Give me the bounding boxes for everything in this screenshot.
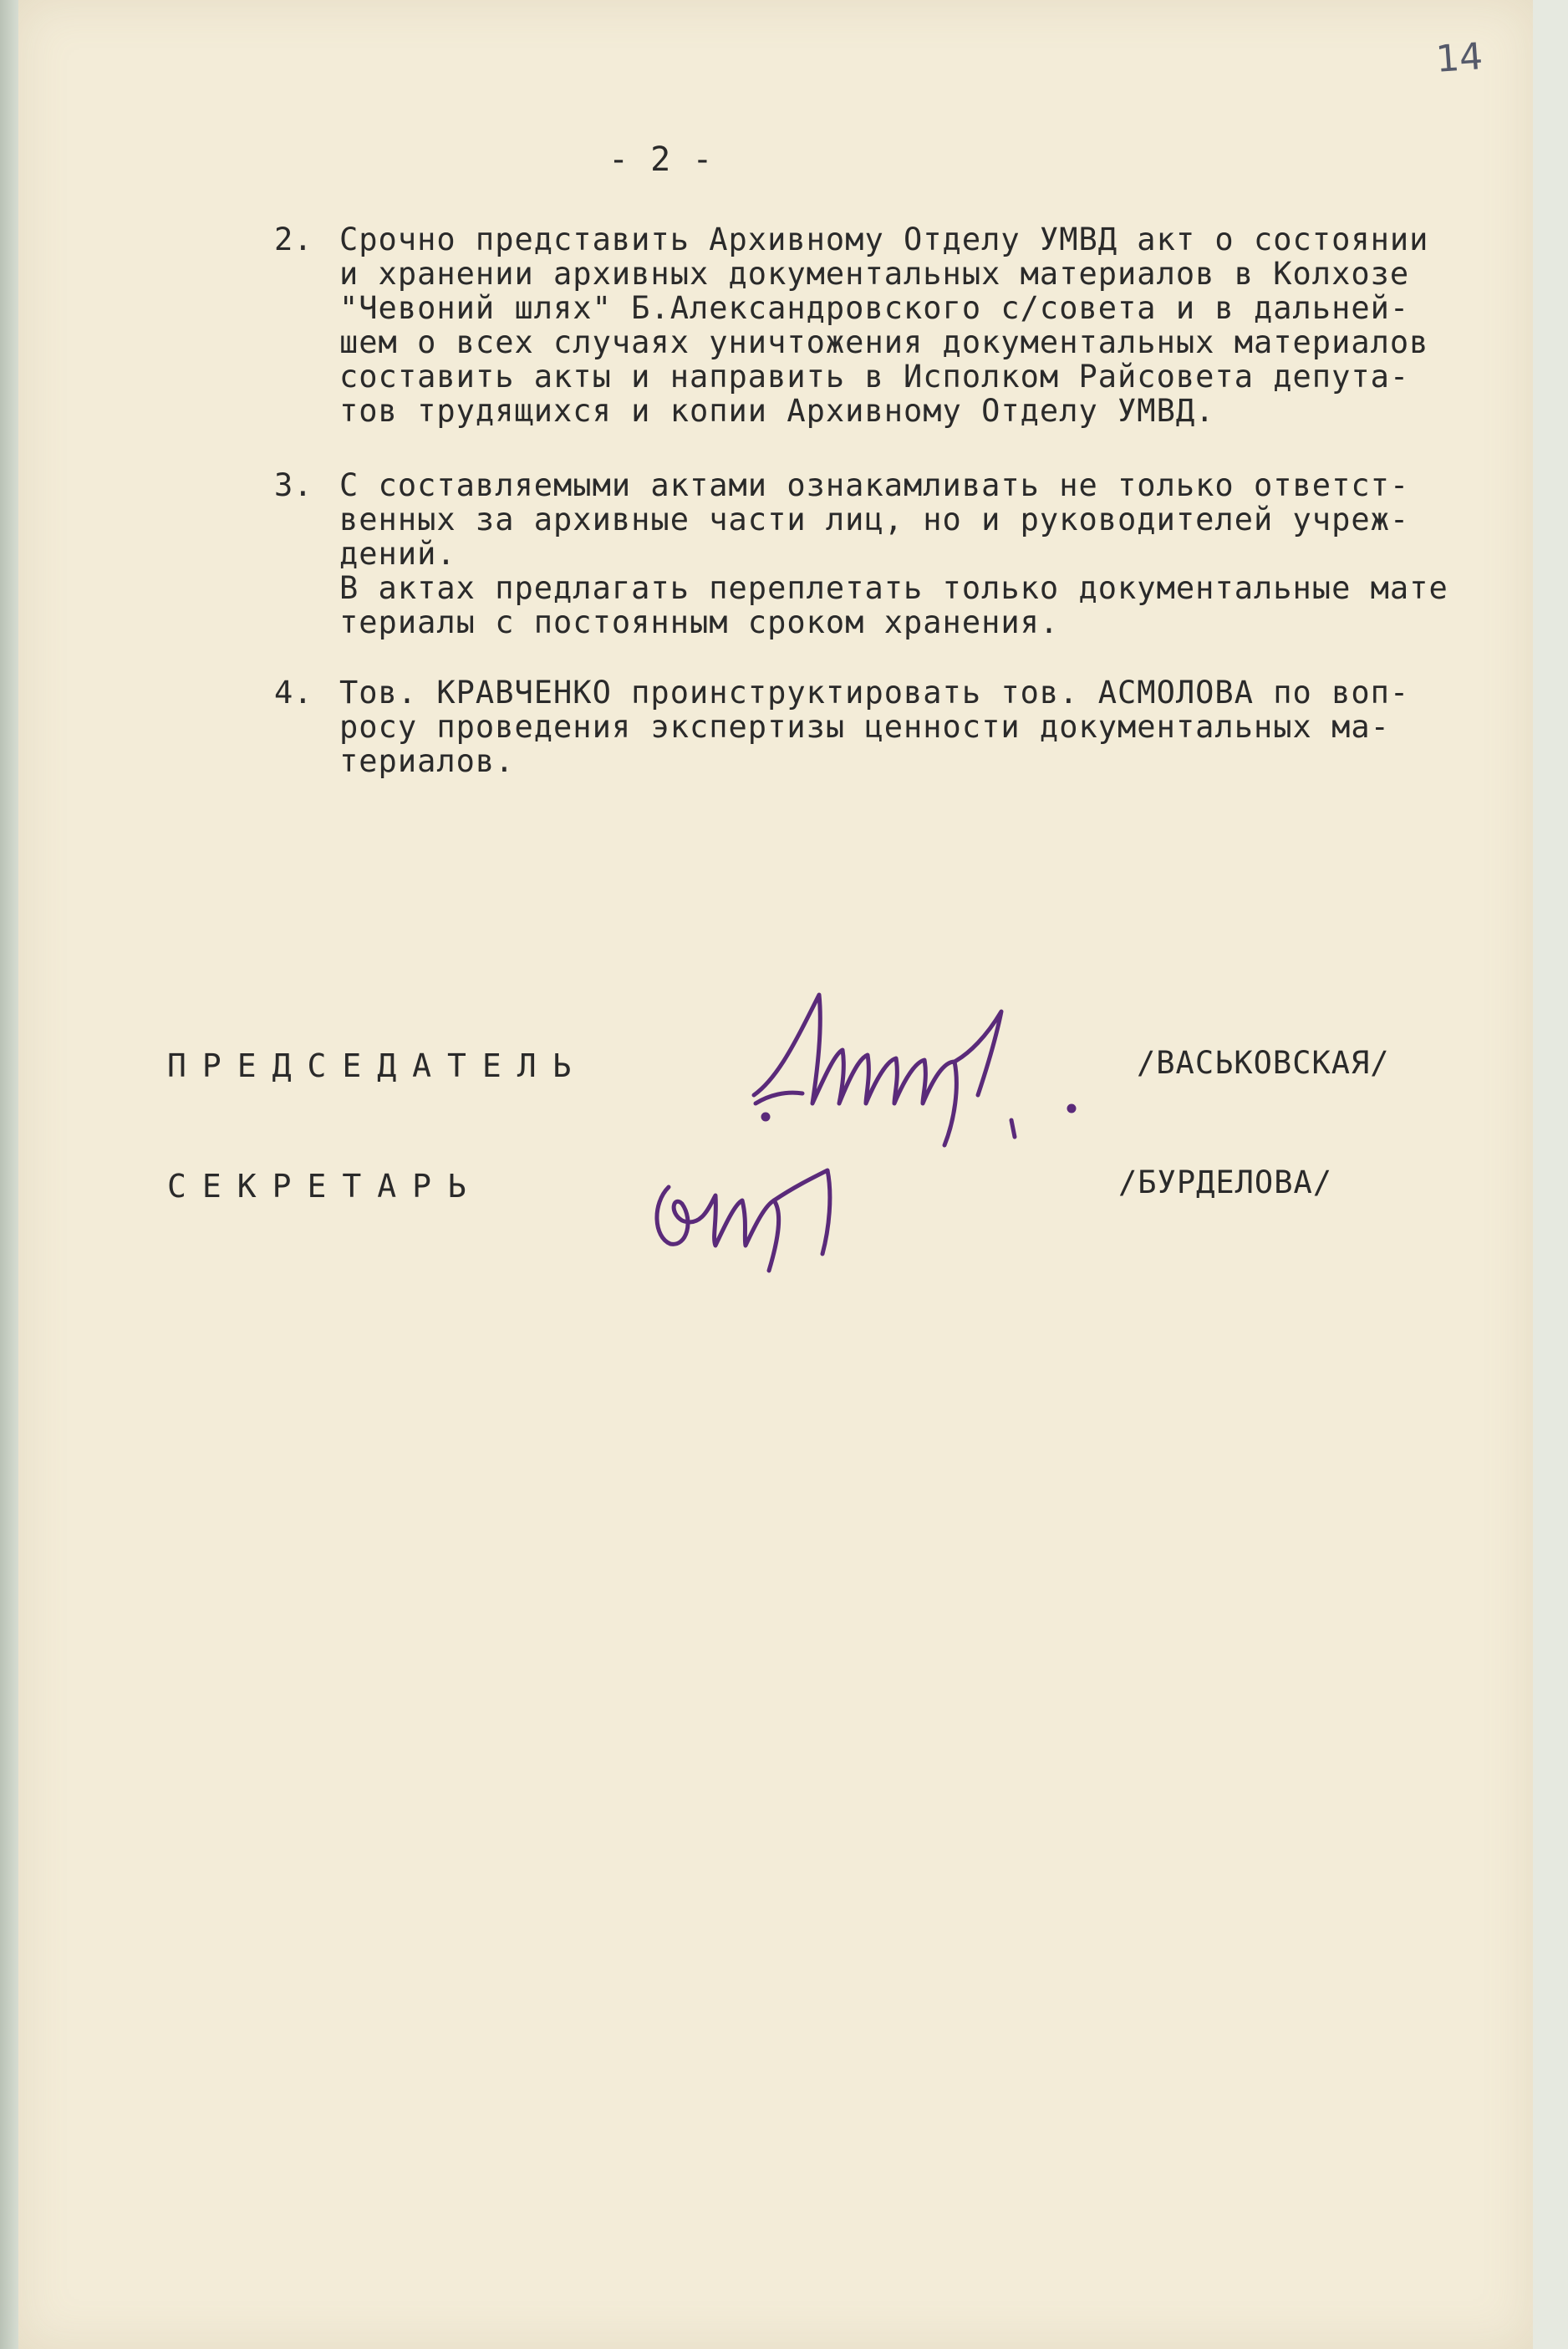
text-line: Срочно представить Архивному Отделу УМВД акт о состоянии xyxy=(339,222,1429,257)
text-line: тов трудящихся и копии Архивному Отделу УМВД. xyxy=(339,393,1215,429)
item-number: 4. xyxy=(274,675,313,711)
item-number: 2. xyxy=(274,222,313,257)
item-text xyxy=(339,222,1520,428)
chairman-name: /ВАСЬКОВСКАЯ/ xyxy=(1137,1045,1390,1081)
text-line: шем о всех случаях уничтожения документальных материалов xyxy=(339,324,1429,360)
text-line: дений. xyxy=(339,536,456,572)
text-line: составить акты и направить в Исполком Райсовета депута- xyxy=(339,359,1410,395)
item-number: 3. xyxy=(274,467,313,503)
chairman-title: ПРЕДСЕДАТЕЛЬ xyxy=(167,1047,588,1084)
secretary-name: /БУРДЕЛОВА/ xyxy=(1118,1164,1333,1200)
scan-background-margin xyxy=(1533,0,1568,2349)
folio-number: 14 xyxy=(1434,35,1484,81)
secretary-signature xyxy=(635,1154,869,1279)
secretary-title: СЕКРЕТАРЬ xyxy=(167,1168,482,1205)
chairman-signature xyxy=(736,978,1103,1154)
text-line: Тов. КРАВЧЕНКО проинструктировать тов. АСМОЛОВА по воп- xyxy=(339,675,1410,711)
item-text xyxy=(339,675,1520,778)
binding-edge xyxy=(0,0,18,2349)
text-line: В актах предлагать переплетать только документальные мате xyxy=(339,570,1448,606)
text-line: С составляемыми актами ознакамливать не только ответст- xyxy=(339,467,1410,503)
text-line: и хранении архивных документальных материалов в Колхозе xyxy=(339,256,1410,292)
item-text xyxy=(339,468,1520,639)
text-line: венных за архивные части лиц, но и руководителей учреж- xyxy=(339,502,1410,538)
text-line: териалы с постоянным сроком хранения. xyxy=(339,604,1060,640)
text-line: "Чевоний шлях" Б.Александровского с/совета и в дальней- xyxy=(339,290,1410,326)
page-number: - 2 - xyxy=(608,140,714,179)
text-line: териалов. xyxy=(339,743,515,779)
text-line: росу проведения экспертизы ценности документальных ма- xyxy=(339,709,1390,745)
